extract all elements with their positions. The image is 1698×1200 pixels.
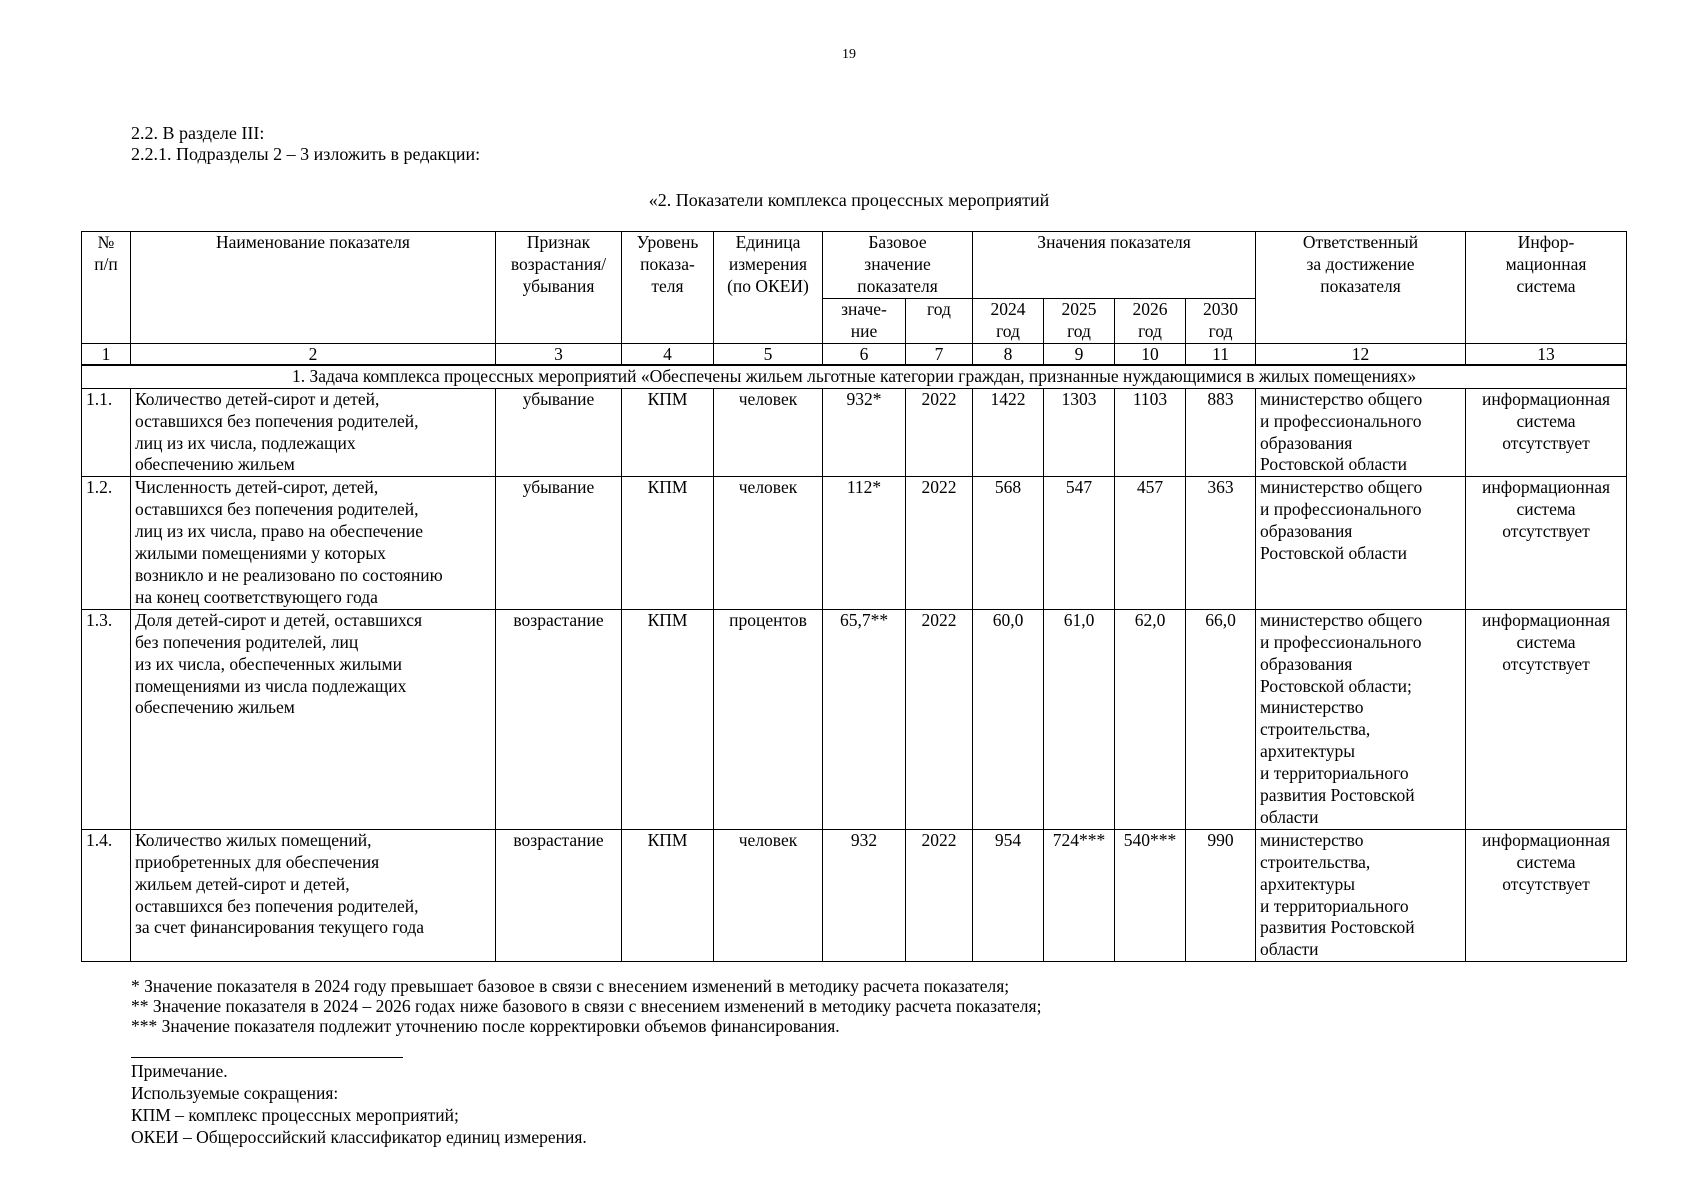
row-value-2030: 363 bbox=[1186, 477, 1256, 609]
row-base-year: 2022 bbox=[906, 829, 973, 961]
note-block bbox=[131, 1060, 587, 1148]
header-num: № п/п bbox=[82, 232, 131, 344]
column-number: 10 bbox=[1115, 343, 1186, 365]
task-row bbox=[82, 365, 1627, 388]
row-level: КПМ bbox=[622, 609, 714, 829]
row-name: Количество детей-сирот и детей, оставшихся без попечения родителей, лиц из их числа, подлежащих обеспечению жильем bbox=[131, 388, 496, 477]
row-num: 1.2. bbox=[82, 477, 131, 609]
header-base: Базовое значение показателя bbox=[823, 232, 973, 299]
row-sign: убывание bbox=[496, 477, 622, 609]
footnote: *** Значение показателя подлежит уточнению после корректировки объемов финансирования. bbox=[131, 1016, 840, 1036]
table-row bbox=[82, 609, 1627, 829]
header-2026: 2026 год bbox=[1115, 299, 1186, 344]
column-number: 12 bbox=[1256, 343, 1466, 365]
row-value-2030: 990 bbox=[1186, 829, 1256, 961]
row-base-value: 932* bbox=[823, 388, 906, 477]
row-responsible: министерство общего и профессионального образования Ростовской области bbox=[1256, 477, 1466, 609]
row-name: Количество жилых помещений, приобретенных для обеспечения жильем детей-сирот и детей, оставшихся без попечения родителей, за счет финансирования текущего года bbox=[131, 829, 496, 961]
row-unit: человек bbox=[714, 829, 823, 961]
header-name: Наименование показателя bbox=[131, 232, 496, 344]
header-sign: Признак возрастания/ убывания bbox=[496, 232, 622, 344]
row-value-2026: 457 bbox=[1115, 477, 1186, 609]
intro-line-1: 2.2. В разделе III: bbox=[131, 123, 265, 143]
header-2030: 2030 год bbox=[1186, 299, 1256, 344]
column-number: 5 bbox=[714, 343, 823, 365]
section-title: «2. Показатели комплекса процессных мероприятий bbox=[648, 190, 1050, 210]
column-number: 11 bbox=[1186, 343, 1256, 365]
row-infosystem: информационная система отсутствует bbox=[1466, 388, 1627, 477]
row-sign: возрастание bbox=[496, 609, 622, 829]
column-number: 8 bbox=[973, 343, 1044, 365]
row-value-2026: 62,0 bbox=[1115, 609, 1186, 829]
row-value-2024: 954 bbox=[973, 829, 1044, 961]
row-value-2025: 547 bbox=[1044, 477, 1115, 609]
column-number: 6 bbox=[823, 343, 906, 365]
row-base-year: 2022 bbox=[906, 609, 973, 829]
row-value-2026: 1103 bbox=[1115, 388, 1186, 477]
row-responsible: министерство общего и профессионального образования Ростовской области bbox=[1256, 388, 1466, 477]
row-level: КПМ bbox=[622, 388, 714, 477]
note-title: Примечание. bbox=[131, 1061, 228, 1081]
row-value-2030: 883 bbox=[1186, 388, 1256, 477]
row-sign: убывание bbox=[496, 388, 622, 477]
header-base-year: год bbox=[906, 299, 973, 344]
row-value-2030: 66,0 bbox=[1186, 609, 1256, 829]
row-base-year: 2022 bbox=[906, 388, 973, 477]
row-base-year: 2022 bbox=[906, 477, 973, 609]
table-header bbox=[82, 232, 1627, 365]
table-row bbox=[82, 388, 1627, 477]
row-num: 1.1. bbox=[82, 388, 131, 477]
row-value-2024: 568 bbox=[973, 477, 1044, 609]
header-level: Уровень показа- теля bbox=[622, 232, 714, 344]
page-number: 19 bbox=[842, 47, 856, 62]
column-number: 2 bbox=[131, 343, 496, 365]
intro-text bbox=[131, 123, 480, 165]
indicators-table bbox=[81, 231, 1627, 962]
table-row bbox=[82, 477, 1627, 609]
row-sign: возрастание bbox=[496, 829, 622, 961]
note-subtitle: Используемые сокращения: bbox=[131, 1083, 339, 1103]
row-num: 1.4. bbox=[82, 829, 131, 961]
row-value-2024: 1422 bbox=[973, 388, 1044, 477]
row-unit: человек bbox=[714, 388, 823, 477]
header-2024: 2024 год bbox=[973, 299, 1044, 344]
row-base-value: 65,7** bbox=[823, 609, 906, 829]
column-number: 7 bbox=[906, 343, 973, 365]
column-number: 4 bbox=[622, 343, 714, 365]
row-responsible: министерство строительства, архитектуры и территориального развития Ростовской области bbox=[1256, 829, 1466, 961]
task-title: 1. Задача комплекса процессных мероприятий «Обеспечены жильем льготные категории граждан, признанные нуждающимися в жилых помещениях» bbox=[82, 365, 1627, 388]
row-name: Численность детей-сирот, детей, оставшихся без попечения родителей, лиц из их числа, право на обеспечение жилыми помещениями у которых возникло и не реализовано по состоянию на конец соответствующего года bbox=[131, 477, 496, 609]
row-infosystem: информационная система отсутствует bbox=[1466, 829, 1627, 961]
row-level: КПМ bbox=[622, 829, 714, 961]
row-responsible: министерство общего и профессионального образования Ростовской области; министерство строительства, архитектуры и территориального развития Ростовской области bbox=[1256, 609, 1466, 829]
row-value-2026: 540*** bbox=[1115, 829, 1186, 961]
row-infosystem: информационная система отсутствует bbox=[1466, 609, 1627, 829]
row-value-2025: 61,0 bbox=[1044, 609, 1115, 829]
row-value-2025: 1303 bbox=[1044, 388, 1115, 477]
footnote: * Значение показателя в 2024 году превышает базовое в связи с внесением изменений в методику расчета показателя; bbox=[131, 976, 1010, 996]
row-base-value: 112* bbox=[823, 477, 906, 609]
row-value-2025: 724*** bbox=[1044, 829, 1115, 961]
column-number: 9 bbox=[1044, 343, 1115, 365]
column-numbers-row bbox=[82, 343, 1627, 365]
row-unit: процентов bbox=[714, 609, 823, 829]
intro-line-2: 2.2.1. Подразделы 2 – 3 изложить в редакции: bbox=[131, 144, 481, 164]
row-num: 1.3. bbox=[82, 609, 131, 829]
row-infosystem: информационная система отсутствует bbox=[1466, 477, 1627, 609]
row-value-2024: 60,0 bbox=[973, 609, 1044, 829]
note-divider bbox=[131, 1057, 403, 1058]
header-base-value: значе- ние bbox=[823, 299, 906, 344]
header-values: Значения показателя bbox=[973, 232, 1256, 299]
footnote: ** Значение показателя в 2024 – 2026 годах ниже базового в связи с внесением изменений в методику расчета показателя; bbox=[131, 996, 1042, 1016]
table-body bbox=[82, 365, 1627, 962]
note-item: ОКЕИ – Общероссийский классификатор единиц измерения. bbox=[131, 1127, 587, 1147]
row-level: КПМ bbox=[622, 477, 714, 609]
row-base-value: 932 bbox=[823, 829, 906, 961]
footnotes bbox=[131, 976, 1041, 1036]
column-number: 1 bbox=[82, 343, 131, 365]
table-row bbox=[82, 829, 1627, 961]
header-unit: Единица измерения (по ОКЕИ) bbox=[714, 232, 823, 344]
header-infosystem: Инфор- мационная система bbox=[1466, 232, 1627, 344]
header-2025: 2025 год bbox=[1044, 299, 1115, 344]
row-unit: человек bbox=[714, 477, 823, 609]
note-item: КПМ – комплекс процессных мероприятий; bbox=[131, 1105, 459, 1125]
column-number: 13 bbox=[1466, 343, 1627, 365]
header-responsible: Ответственный за достижение показателя bbox=[1256, 232, 1466, 344]
column-number: 3 bbox=[496, 343, 622, 365]
row-name: Доля детей-сирот и детей, оставшихся без попечения родителей, лиц из их числа, обеспеченных жилыми помещениями из числа подлежащих обеспечению жильем bbox=[131, 609, 496, 829]
